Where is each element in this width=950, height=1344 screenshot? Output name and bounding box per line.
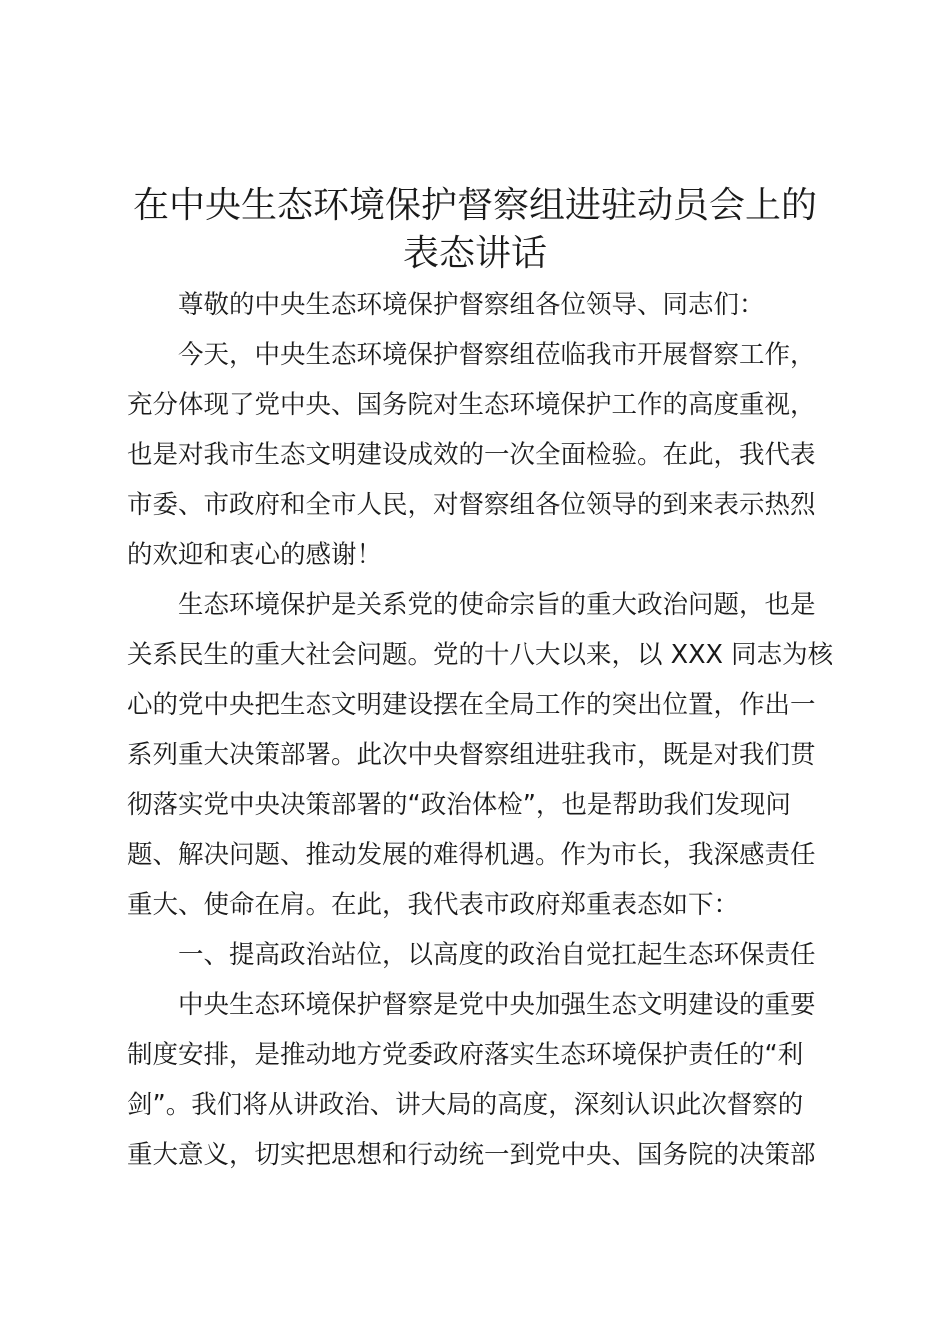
document-title: 在中央生态环境保护督察组进驻动员会上的表态讲话: [132, 185, 817, 274]
paragraph-line: 关系民生的重大社会问题。党的十八大以来，以 XXX 同志为核: [127, 640, 834, 670]
paragraph-line: 市委、市政府和全市人民，对督察组各位领导的到来表示热烈: [127, 490, 816, 520]
paragraph-line: 心的党中央把生态文明建设摆在全局工作的突出位置，作出一: [127, 690, 816, 720]
section-heading: 一、提高政治站位，以高度的政治自觉扛起生态环保责任: [178, 940, 816, 970]
paragraph-line: 题、解决问题、推动发展的难得机遇。作为市长，我深感责任: [127, 840, 816, 870]
paragraph-line: 充分体现了党中央、国务院对生态环境保护工作的高度重视，: [127, 390, 816, 420]
paragraph-line: 重大意义，切实把思想和行动统一到党中央、国务院的决策部: [127, 1140, 816, 1170]
paragraph-line: 制度安排，是推动地方党委政府落实生态环境保护责任的“利: [127, 1040, 804, 1070]
paragraph-line: 系列重大决策部署。此次中央督察组进驻我市，既是对我们贯: [127, 740, 816, 770]
paragraph-line: 重大、使命在肩。在此，我代表市政府郑重表态如下：: [127, 890, 740, 920]
document-body: [127, 280, 832, 1180]
paragraph-line: 生态环境保护是关系党的使命宗旨的重大政治问题，也是: [178, 590, 816, 620]
paragraph-line: 也是对我市生态文明建设成效的一次全面检验。在此，我代表: [127, 440, 816, 470]
paragraph-line: 剑”。我们将从讲政治、讲大局的高度，深刻认识此次督察的: [127, 1090, 804, 1120]
paragraph-line: 彻落实党中央决策部署的“政治体检”，也是帮助我们发现问: [127, 790, 791, 820]
salutation-line: 尊敬的中央生态环境保护督察组各位领导、同志们：: [178, 290, 765, 320]
paragraph-line: 今天，中央生态环境保护督察组莅临我市开展督察工作，: [178, 340, 816, 370]
paragraph-line: 中央生态环境保护督察是党中央加强生态文明建设的重要: [178, 990, 816, 1020]
paragraph-line: 的欢迎和衷心的感谢！: [127, 540, 383, 570]
